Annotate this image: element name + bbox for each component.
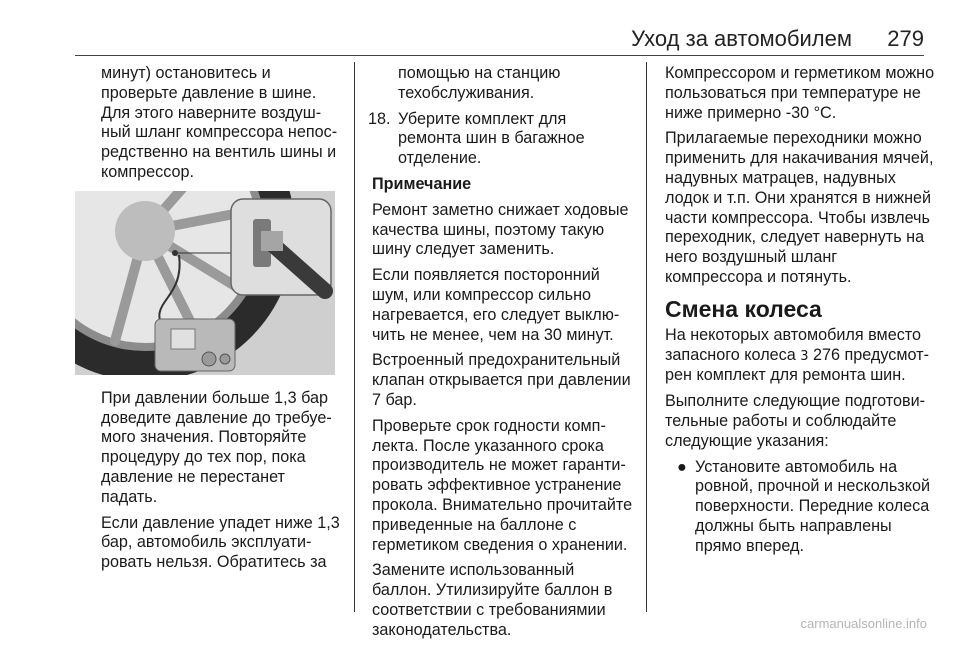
page-number: 279 [887, 26, 924, 51]
paragraph: Замените использованный баллон. Утилизируйте баллон в соответствии с требованиямии законодательства. [372, 561, 613, 639]
paragraph: Выполните следующие подготовительные работы и соблюдайте следующие указания: [665, 392, 926, 450]
paragraph: Встроенный предохранительный клапан открывается при давлении 7 бар. [372, 351, 631, 409]
paragraph: Если появляется посторонний шум, или компрессор сильно нагревается, его следует выключить не менее, чем на 30 минут. [372, 266, 620, 344]
paragraph-text: На некоторых автомобиля вместо запасного колеса [665, 325, 922, 364]
watermark: carmanualsonline.info [800, 616, 927, 631]
paragraph-text: 276 предусмотрен комплект для ремонта шин. [665, 345, 929, 385]
step-text: Уберите комплект для ремонта шин в багажное отделение. [398, 109, 585, 168]
step-number: 18. [368, 109, 391, 128]
list-item [665, 458, 937, 557]
chapter-title: Уход за автомобилем [631, 26, 852, 51]
paragraph: Прилагаемые переходники можно применить для накачивания мячей, надувных матрацев, надувных лодок и т.п. Они хранятся в нижней части компрессора. Чтобы извлечь переходник, следует навернуть на него воздушный шланг компрессора и потянуть. [665, 129, 934, 286]
column-divider-2 [646, 62, 647, 612]
compressor-hose-tire-icon [75, 191, 335, 375]
note-title: Примечание [372, 174, 472, 193]
column-divider-1 [354, 62, 355, 612]
column-3 [665, 64, 937, 563]
cross-reference-icon[interactable]: 3 [800, 348, 809, 364]
paragraph: При давлении больше 1,3 бар доведите давление до требуемого значения. Повторяйте процедуру до тех пор, пока давление не перестанет падать. [101, 388, 332, 506]
column-2 [368, 64, 634, 647]
header-divider [75, 55, 924, 56]
paragraph: Если давление упадет ниже 1,3 бар, автомобиль эксплуатировать нельзя. Обратитесь за [101, 513, 340, 572]
column-1 [101, 64, 345, 579]
list-item-text: Установите автомобиль на ровной, прочной и нескользкой поверхности. Передние колеса должны быть направлены прямо вперед. [695, 457, 931, 555]
paragraph [665, 326, 937, 386]
bullet-icon: ● [677, 457, 687, 476]
paragraph: Проверьте срок годности комплекта. После указанного срока производитель не может гарантировать эффективное устранение прокола. Внимательно прочитайте приведенные на баллоне с герметиком сведения о хранении. [372, 416, 633, 554]
page-header [0, 0, 960, 54]
numbered-step-18 [368, 109, 634, 169]
note-text: Ремонт заметно снижает ходовые качества шины, поэтому такую шину следует заменить. [372, 200, 629, 259]
section-heading: Смена колеса [665, 295, 822, 322]
paragraph: помощью на станцию техобслуживания. [398, 64, 561, 102]
compressor-illustration [75, 191, 335, 375]
paragraph: Компрессором и герметиком можно пользоваться при температуре не ниже примерно -30 °C. [665, 64, 935, 122]
paragraph: минут) остановитесь и проверьте давление в шине. Для этого наверните воздушный шланг компрессора непосредственно на вентиль шины и компрессор. [101, 64, 338, 181]
